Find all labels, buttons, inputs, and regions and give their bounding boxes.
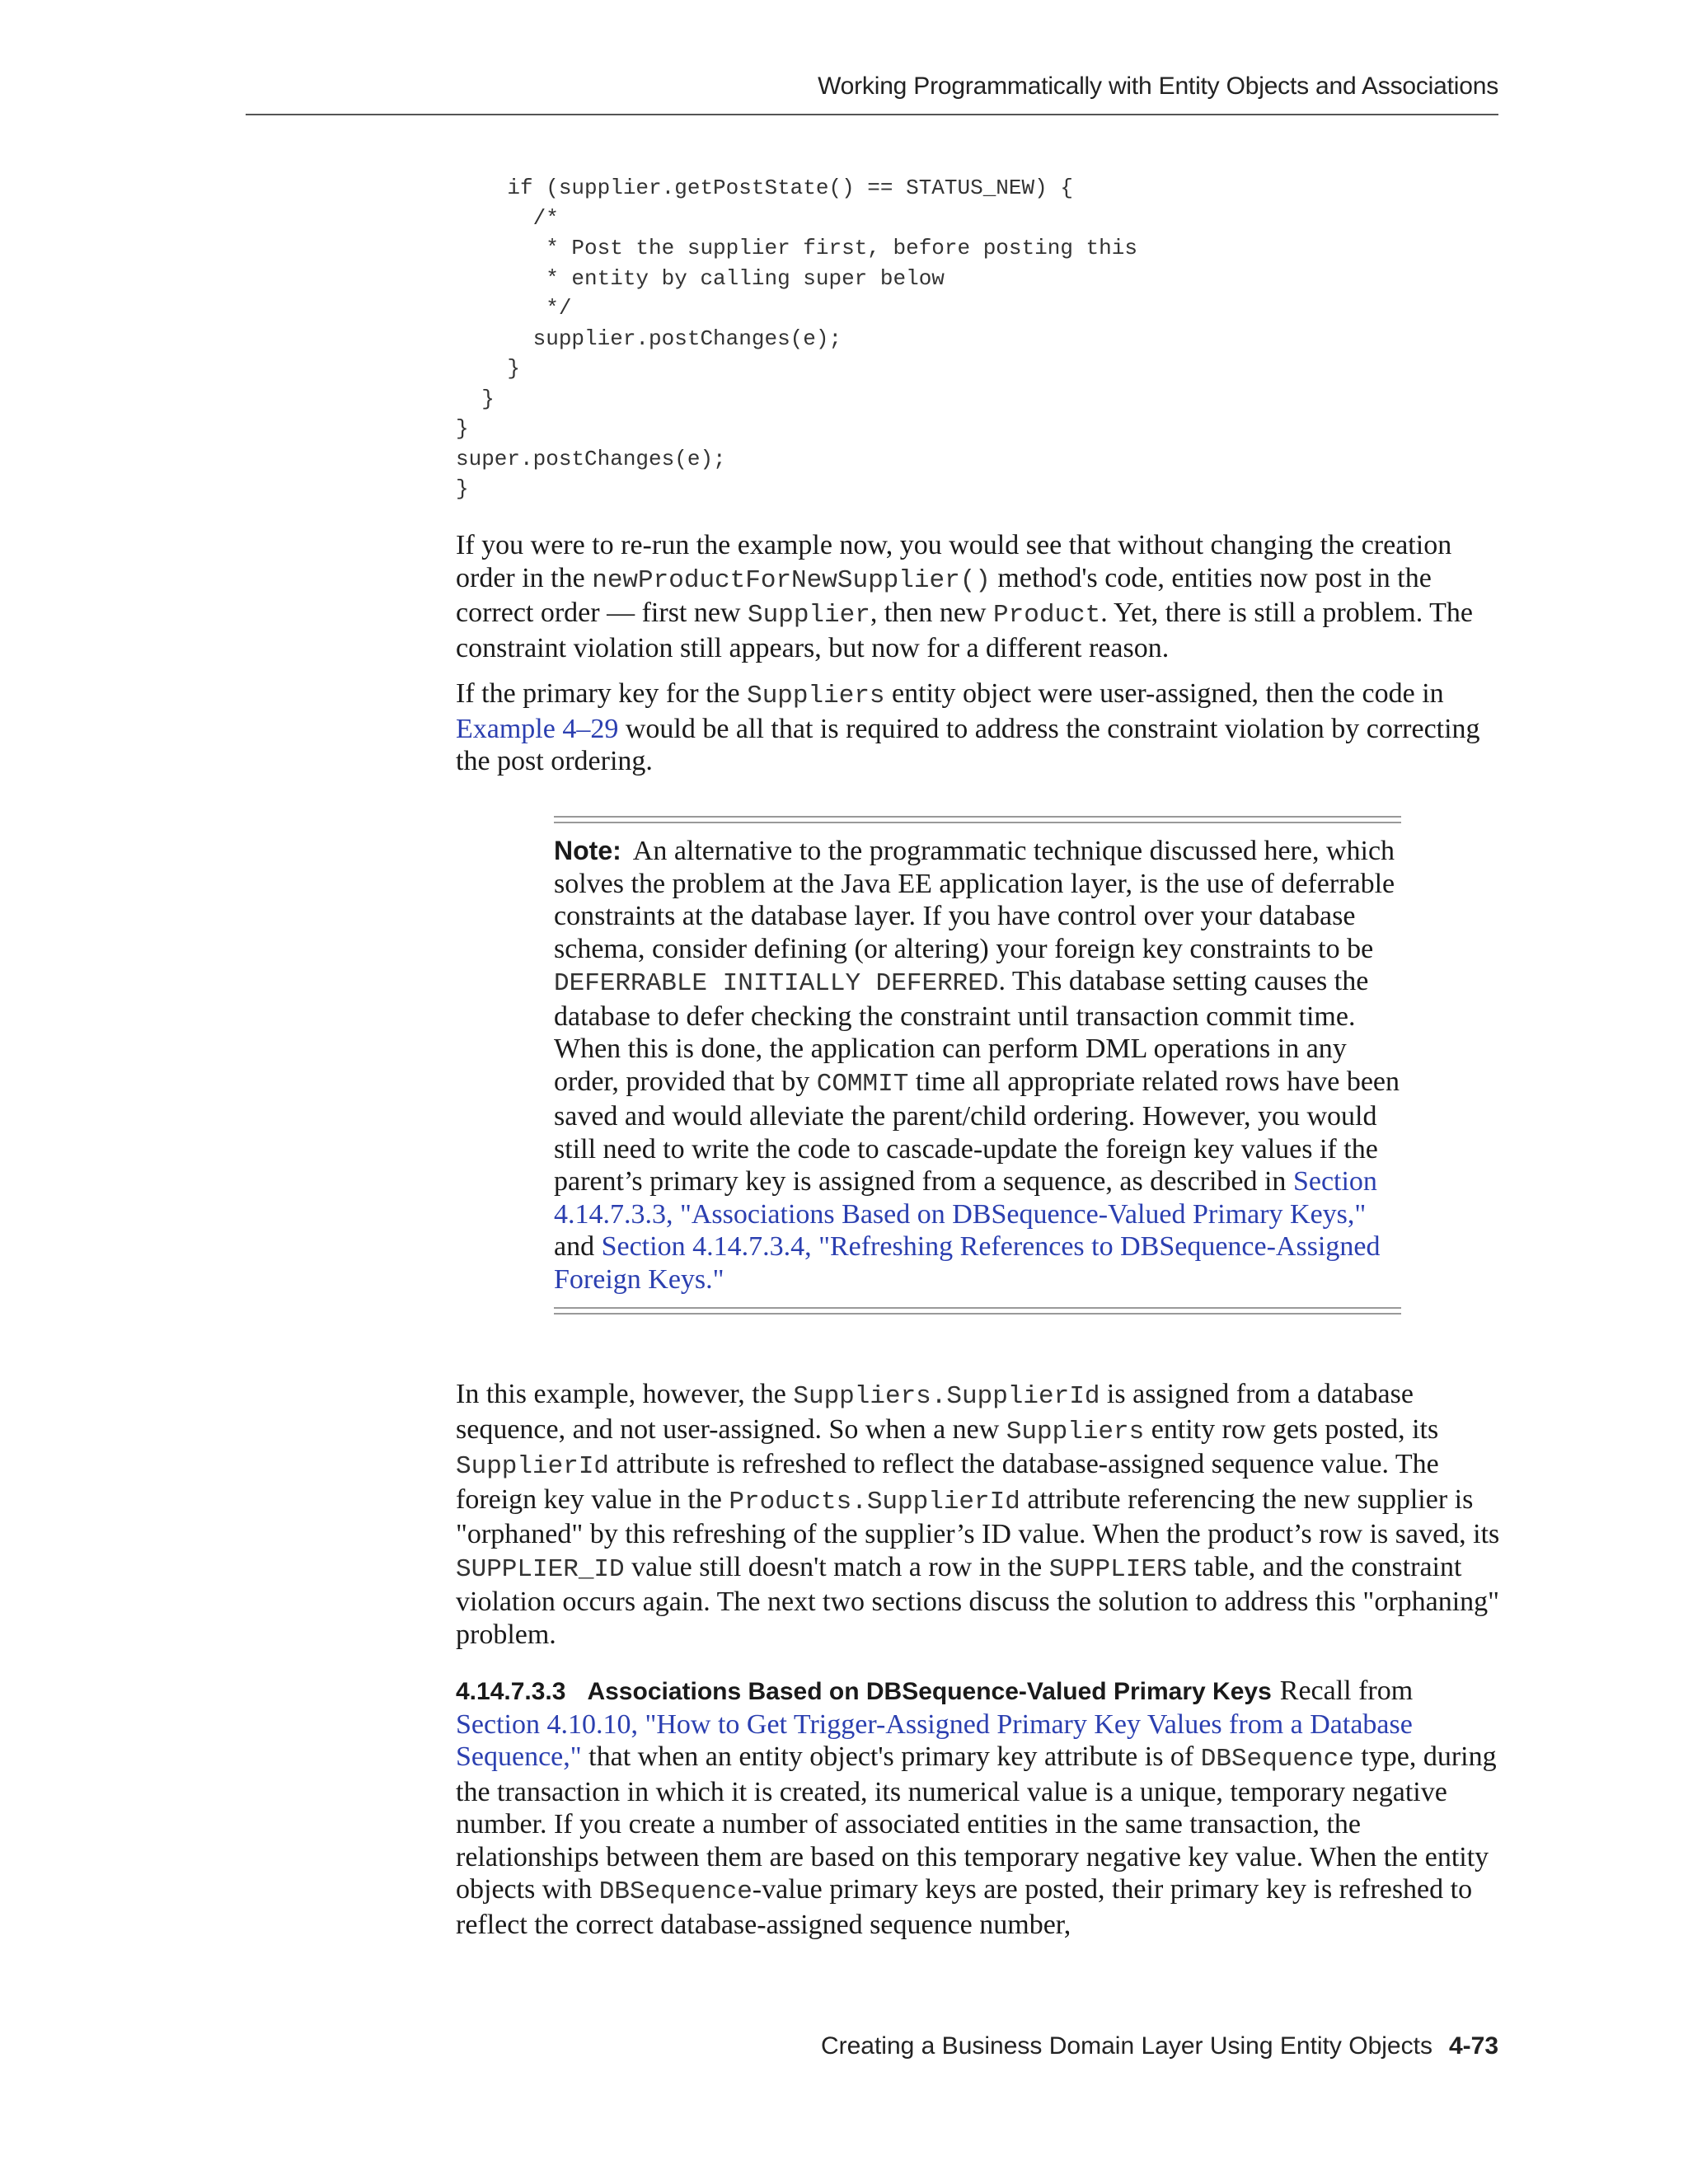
- text: and: [554, 1231, 602, 1262]
- note-bottom-rule: [554, 1307, 1401, 1315]
- text: entity object were user-assigned, then the code in: [884, 678, 1444, 709]
- footer-title: Creating a Business Domain Layer Using Entity Objects: [820, 2032, 1432, 2060]
- text: that when an entity object's primary key attribute is of: [581, 1741, 1201, 1772]
- inline-code: SUPPLIER_ID: [456, 1554, 625, 1584]
- section-4-14-7-3-3: [456, 1675, 1501, 1941]
- text: attribute referencing the new supplier is "orphaned" by this refreshing of the supplier’s ID value. When the product’s row is saved, its: [456, 1483, 1500, 1549]
- paragraph-rerun-example: [456, 529, 1501, 664]
- section-number: 4.14.7.3.3: [456, 1678, 566, 1705]
- text: If you were to re-run the example now, you would see that without changing the creation order in the: [456, 530, 1452, 593]
- inline-code: COMMIT: [816, 1069, 909, 1099]
- inline-code: DBSequence: [598, 1877, 753, 1906]
- section-title: Associations Based on DBSequence-Valued Primary Keys: [587, 1678, 1272, 1705]
- inline-code: DEFERRABLE INITIALLY DEFERRED: [554, 969, 999, 998]
- running-header: Working Programmatically with Entity Objects and Associations: [818, 73, 1498, 100]
- inline-code: Supplier: [748, 601, 870, 630]
- inline-code: Product: [993, 601, 1101, 630]
- paragraph-orphaning: [456, 1378, 1501, 1651]
- header-rule: [246, 114, 1498, 115]
- inline-code: Suppliers: [1006, 1417, 1145, 1446]
- text: is assigned from a database sequence, and not user-assigned. So when a new: [456, 1379, 1414, 1445]
- note-box: [554, 816, 1401, 1315]
- text: An alternative to the programmatic technique discussed here, which solves the problem at the Java EE application layer, is the use of deferrable constraints at the database layer. If you have control over your database schema, consider defining (or altering) your foreign key constraints to be: [554, 836, 1395, 964]
- note-label: Note:: [554, 836, 621, 865]
- inline-code: SupplierId: [456, 1452, 610, 1481]
- section-link[interactable]: Section 4.14.7.3.3, "Associations Based on DBSequence-Valued Primary Keys,": [554, 1166, 1377, 1230]
- inline-code: SUPPLIERS: [1048, 1554, 1188, 1584]
- inline-code: DBSequence: [1200, 1745, 1354, 1774]
- text: table, and the constraint violation occurs again. The next two sections discuss the solution to address this "orphaning" problem.: [456, 1551, 1500, 1650]
- text: method's code, entities now post in the correct order — first new: [456, 562, 1432, 628]
- text: Recall from: [1279, 1675, 1414, 1706]
- text: . This database setting causes the database to defer checking the constraint until transaction commit time. When this is done, the application can perform DML operations in any order, provided that by: [554, 966, 1369, 1097]
- inline-code: Products.SupplierId: [729, 1487, 1020, 1516]
- text: time all appropriate related rows have been saved and would alleviate the parent/child ordering. However, you would still need to write the code to cascade-update the foreign key values if the parent’s primary key is assigned from a sequence, as described in: [554, 1066, 1400, 1197]
- inline-code: newProductForNewSupplier(): [592, 565, 991, 595]
- note-text: [554, 823, 1401, 1307]
- text: , then new: [870, 598, 994, 628]
- text: If the primary key for the: [456, 678, 748, 709]
- section-link[interactable]: Section 4.10.10, "How to Get Trigger-Assigned Primary Key Values from a Database Sequence,": [456, 1708, 1413, 1772]
- inline-code: Suppliers: [747, 682, 885, 710]
- note-top-rule: [554, 816, 1401, 823]
- running-footer: [246, 2032, 1498, 2060]
- text: type, during the transaction in which it is created, its numerical value is a unique, temporary negative number. If you create a number of associated entities in the same transaction, the relationships between them are based on this temporary negative key value. When the entity objects with: [456, 1741, 1497, 1905]
- text: . Yet, there is still a problem. The constraint violation still appears, but now for a different reason.: [456, 598, 1473, 663]
- text: would be all that is required to address the constraint violation by correcting the post ordering.: [456, 713, 1480, 776]
- text: In this example, however, the: [456, 1379, 794, 1409]
- text: value still doesn't match a row in the: [624, 1551, 1049, 1582]
- page-number: 4-73: [1448, 2032, 1498, 2060]
- section-link[interactable]: Section 4.14.7.3.4, "Refreshing References to DBSequence-Assigned Foreign Keys.": [554, 1231, 1381, 1295]
- inline-code: Suppliers.SupplierId: [793, 1382, 1100, 1411]
- text: attribute is refreshed to reflect the database-assigned sequence value. The foreign key value in the: [456, 1449, 1439, 1515]
- text: entity row gets posted, its: [1144, 1413, 1439, 1445]
- text: -value primary keys are posted, their primary key is refreshed to reflect the correct database-assigned sequence number,: [456, 1874, 1473, 1940]
- code-listing: if (supplier.getPostState() == STATUS_NEW) { /* * Post the supplier first, before posting this * entity by calling super below */ supplier.postChanges(e); } } } super.postChanges(e); }: [456, 176, 1137, 501]
- paragraph-user-assigned-key: [456, 677, 1501, 778]
- example-link[interactable]: Example 4–29: [456, 713, 619, 744]
